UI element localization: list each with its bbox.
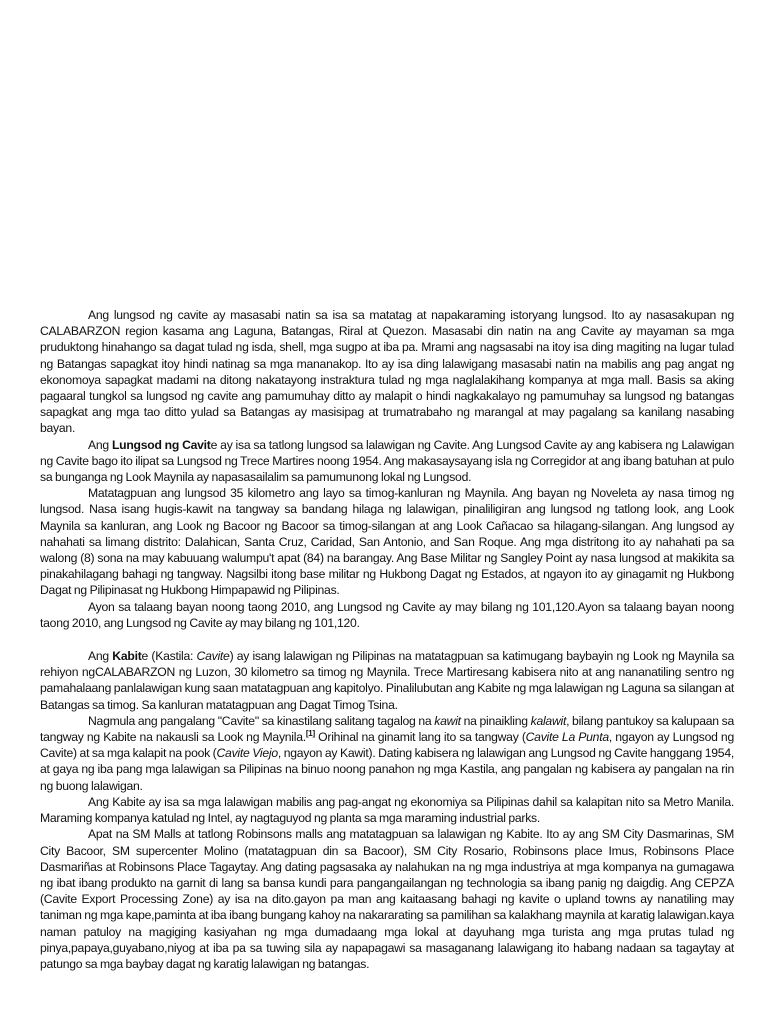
p6-italic-kawit: kawit [434, 713, 461, 728]
paragraph-intro: Ang lungsod ng cavite ay masasabi natin sa isa sa matatag at napakaraming istoryang lungsod. Ito ay nasasakupan ng CALABARZON region kasama ang Laguna, Batangas, Riral at Quezon. Masasabi din natin na ang Cavite ay mayaman sa mga pruduktong hinahango sa dagat tulad ng isda, shell, mga sugpo at iba pa. Mrami ang nagsasabi na itoy isa ding magiting na lugar tulad ng Batangas sapagkat itoy hindi natinag sa mga mananakop. Ito ay isa ding lalawigang masasabi natin na mabilis ang pag angat ng ekonomoya sapagkat madami na ditong nakatayong instraktura tulad ng mga naglalakihang kompanya at mga mall. Basis sa aking pagaaral tungkol sa lungsod ng cavite ang pamumuhay ditto ay malapit o hindi nagkakalayo ng pamumuhay sa lungsod ng batangas sapagkat ang mga tao ditto yulad sa Batangas ay masisipag at trumatrabaho ng marangal at may pagalang sa kanilang nasabing bayan. [40, 308, 734, 436]
paragraph-malls: Apat na SM Malls at tatlong Robinsons malls ang matatagpuan sa lalawigan ng Kabite. Ito ay ang SM City Dasmarinas, SM City Bacoor, SM supercenter Molino (matatagpuan din sa Bacoor), SM City Rosario, Robinsons place Imus, Robinsons Place Dasmariñas at Robinsons Place Tagaytay. Ang dating pagsasaka ay nalahukan na ng mga industriya at mga kompanya na gumagawa ng ibat ibang produkto na garnit di lang sa bansa kundi para pangangailangan ng technologia sa ibang panig ng daigdig. Ang CEPZA (Cavite Export Processing Zone) ay isa na dito.gayon pa man ang kaitaasang bahagi ng kavite o upland towns ay nanatiling may taniman ng mga kape,paminta at iba ibang bungang kahoy na nakararating sa pamilihan sa kalakhang maynila at karatig lalawigan.kaya naman patuloy na magiging kasiyahan ng mga dumadaang mga lokal at dayuhang mga turista ang mga prutas tulad ng pinya,papaya,guyabano,niyog at iba pa sa tuwing sila ay napapagawi sa masaganang lalawigang ito habang nadaan sa tagaytay at patungo sa mga baybay dagat ng karatig lalawigan ng batangas. [40, 827, 734, 971]
paragraph-geography: Matatagpuan ang lungsod 35 kilometro ang layo sa timog-kanluran ng Maynila. Ang bayan ng Noveleta ay nasa timog ng lungsod. Nasa isang hugis-kawit na tangway sa bandang hilaga ng lalawigan, pinaliligiran ang lungsod ng tatlong look, ang Look Maynila sa kanluran, ang Look ng Bacoor ng Bacoor sa timog-silangan at ang Look Cañacao sa hilagang-silangan. Ang lungsod ay nahahati sa limang distrito: Dalahican, Santa Cruz, Caridad, San Antonio, and San Roque. Ang mga distritong ito ay nahahati pa sa walong (8) sona na may kabuuang walumpu't apat (84) na barangay. Ang Base Militar ng Sangley Point ay nasa lungsod at makikita sa pinakahilagang bahagi ng tangway. Nagsilbi itong base militar ng Hukbong Dagat ng Estados, at ngayon ito ay ginagamit ng Hukbong Dagat ng Pilipinasat ng Hukbong Himpapawid ng Pilipinas. [40, 486, 734, 598]
paragraph-economy: Ang Kabite ay isa sa mga lalawigan mabilis ang pag-angat ng ekonomiya sa Pilipinas dahil sa kalapitan nito sa Metro Manila. Maraming kompanya katulad ng Intel, ay nagtaguyod ng planta sa mga maraming industrial parks. [40, 794, 734, 826]
p6-italic-kalawit: kalawit [530, 713, 567, 728]
p5-italic-cavite: Cavite [196, 649, 230, 664]
p6-text-f: , ngayon ay Kawit). Dating kabisera ng lalawigan ang Lungsod ng Cavite hanggang 1954, at gaya ng iba pang mga lalawigan sa Pilipinas na binuo noong panahon ng mga Kastila, ang pangalan ng kabisera ay pangalan na rin ng buong lalawigan. [40, 746, 734, 793]
p6-text-a: Nagmula ang pangalang "Cavite" sa kinastilang salitang tagalog na [88, 713, 435, 728]
paragraph-kabite [40, 648, 734, 713]
p2-bold-title: Lungsod ng Cavit [111, 437, 211, 452]
p2-body: ay isa sa tatlong lungsod sa lalawigan ng Cavite. Ang Lungsod Cavite ay ang kabisera ng Lalawigan ng Cavite bago ito ilipat sa Lungsod ng Trece Martires noong 1954. Ang makasaysayang isla ng Corregidor at ang ibang batuhan at pulo sa bunganga ng Look Maynila ay napasasailalim sa pamumunong lokal ng Lungsod. [40, 437, 734, 485]
p6-text-e: , ngayon ay Lungsod ng Cavite) at sa mga kalapit na pook ( [40, 730, 734, 761]
p2-title-end: e [210, 437, 218, 452]
p6-text-c: , bilang pantukoy sa kalupaan sa tangway ng Kabite na nakausli sa Look ng Maynila. [40, 713, 734, 745]
p6-italic-la-punta: Cavite La Punta [525, 730, 609, 745]
p6-text-b: na pinaikling [460, 713, 531, 728]
paragraph-lungsod-ng-cavite [40, 437, 734, 486]
p6-italic-viejo: Cavite Viejo [216, 746, 278, 761]
p6-text-d: Orihinal na ginamit lang ito sa tangway ( [314, 730, 526, 745]
footnote-reference[interactable]: [1] [305, 729, 315, 739]
document-body [40, 307, 734, 972]
p5-prefix: Ang [88, 649, 113, 664]
p2-prefix: Ang [88, 437, 112, 452]
paragraph-etymology [40, 713, 734, 794]
p5-bold-title: Kabit [112, 649, 142, 664]
p5-body: ) ay isang lalawigan ng Pilipinas na matatagpuan sa katimugang baybayin ng Look ng Maynila sa rehiyon ngCALABARZON ng Luzon, 30 kilometro sa timog ng Maynila. Trece Martiresang kabisera nito at ang nananatiling sentro ng pamahalaang panlalawigan kung saan matatagpuan ang kapitolyo. Pinalilubutan ang Kabite ng mga lalawigan ng Laguna sa silangan at Batangas sa timog. Sa kanluran matatagpuan ang Dagat Timog Tsina. [40, 649, 734, 712]
p5-title-end: e [141, 649, 149, 664]
paragraph-gap [40, 631, 734, 648]
paragraph-population: Ayon sa talaang bayan noong taong 2010, ang Lungsod ng Cavite ay may bilang ng 101,120.Ayon sa talaang bayan noong taong 2010, ang Lungsod ng Cavite ay may bilang ng 101,120. [40, 599, 734, 630]
p5-mid: (Kastila: [148, 649, 197, 664]
